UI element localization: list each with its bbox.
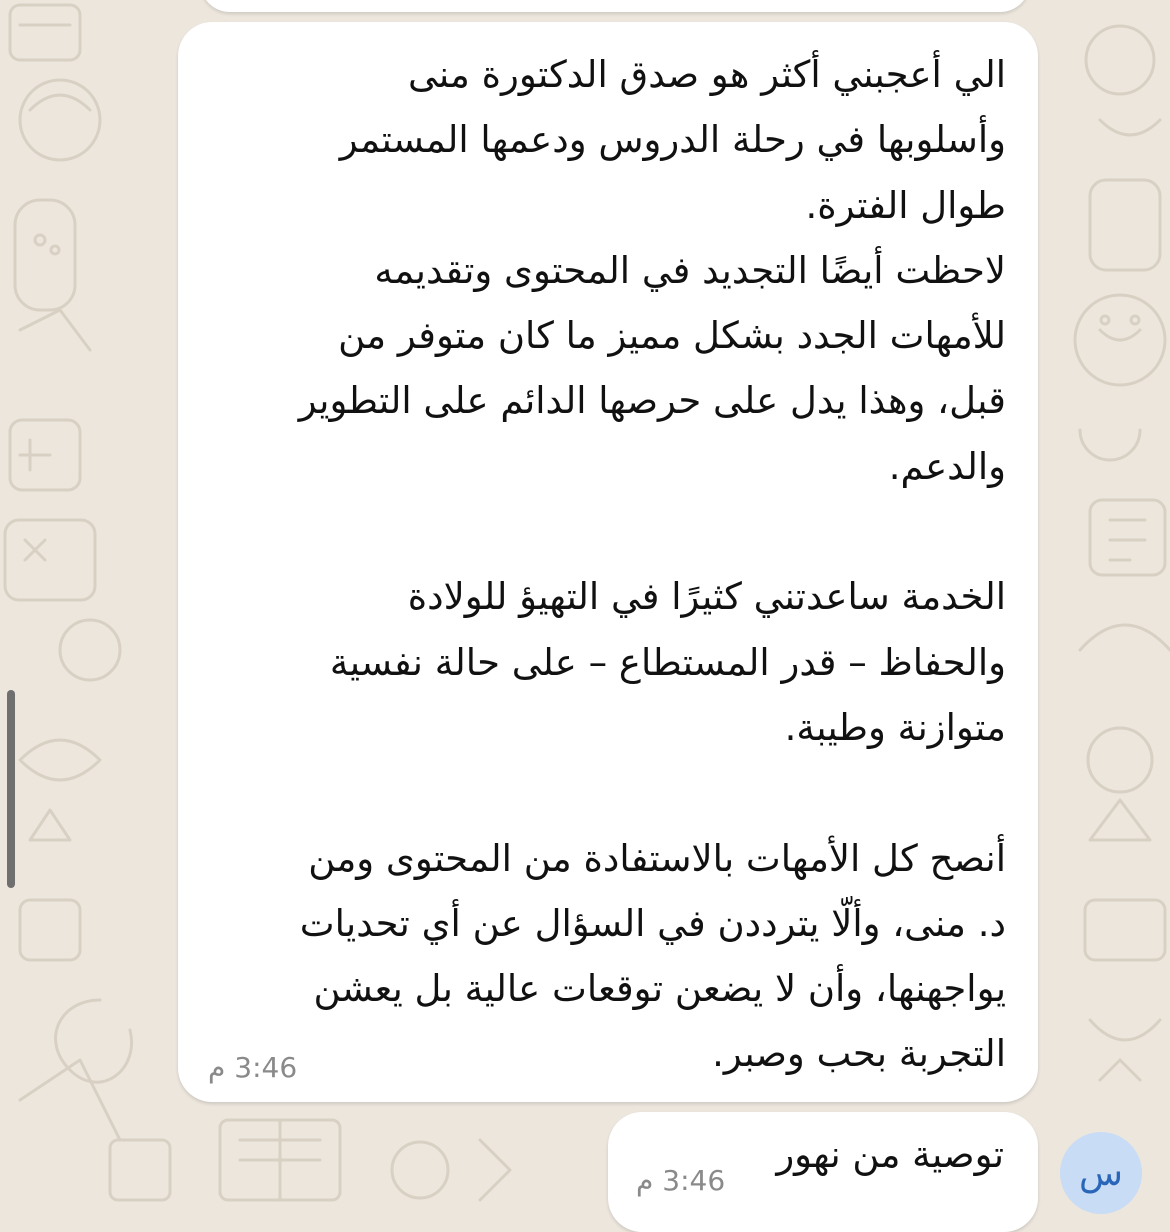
message-timestamp: 3:46 م <box>208 1051 298 1084</box>
message-text: الي أعجبني أكثر هو صدق الدكتورة منى وأسلوبها في رحلة الدروس ودعمها المستمر طوال الفترة. لاحظت أيضًا التجديد في المحتوى وتقديمه للأمهات الجدد بشكل مميز ما كان متوفر من قبل، وهذا يدل على حرصها الدائم على التطوير والدعم. الخدمة ساعدتني كثيرًا في التهيؤ للولادة والحفاظ – قدر المستطاع – على حالة نفسية متوازنة وطيبة. أنصح كل الأمهات بالاستفادة من المحتوى ومن د. منى، وألّا يترددن في السؤال عن أي تحديات يواجهنها، وأن لا يضعن توقعات عالية بل يعشن التجربة بحب وصبر. <box>298 53 1006 1076</box>
scrollbar-thumb[interactable] <box>7 690 15 888</box>
message-bubble[interactable] <box>178 22 1038 1102</box>
message-text-short: توصية من نهور <box>776 1133 1004 1176</box>
avatar-letter: س <box>1079 1152 1123 1194</box>
previous-message-bubble[interactable] <box>200 0 1030 12</box>
message-timestamp-short: 3:46 م <box>636 1164 726 1197</box>
message-bubble-short[interactable] <box>608 1112 1038 1232</box>
avatar[interactable] <box>1060 1132 1142 1214</box>
